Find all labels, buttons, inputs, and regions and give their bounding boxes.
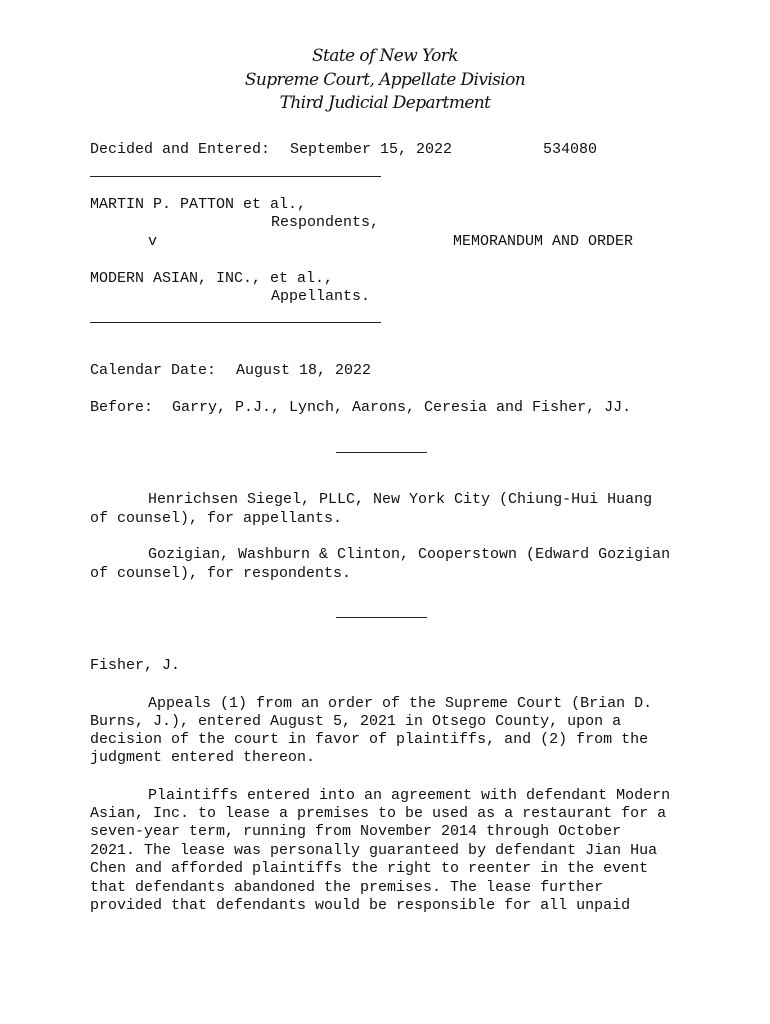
calendar-label: Calendar Date: — [90, 362, 217, 379]
before-label: Before: — [90, 399, 154, 416]
versus: v — [148, 233, 158, 250]
paragraph-line: provided that defendants would be responsible for all unpaid — [90, 897, 631, 914]
plaintiff-role: Respondents, — [271, 214, 380, 231]
appellants-counsel-line2: of counsel), for appellants. — [90, 510, 343, 527]
court-department: Third Judicial Department — [279, 93, 491, 113]
paragraph-line: Burns, J.), entered August 5, 2021 in Otsego County, upon a — [90, 713, 622, 730]
paragraph-line: seven-year term, running from November 2014 through October — [90, 823, 622, 840]
calendar-date: August 18, 2022 — [236, 362, 372, 379]
decided-date: September 15, 2022 — [290, 141, 453, 158]
respondents-counsel-line2: of counsel), for respondents. — [90, 565, 352, 582]
paragraph-line: 2021. The lease was personally guaranteed by defendant Jian Hua — [90, 842, 658, 859]
paragraph-line: judgment entered thereon. — [90, 749, 316, 766]
respondents-counsel-line1: Gozigian, Washburn & Clinton, Cooperstown (Edward Gozigian — [148, 546, 671, 563]
panel-justices: Garry, P.J., Lynch, Aarons, Ceresia and Fisher, JJ. — [172, 399, 632, 416]
decided-label: Decided and Entered: — [90, 141, 271, 158]
paragraph-line: decision of the court in favor of plaintiffs, and (2) from the — [90, 731, 649, 748]
docket-number: 534080 — [543, 141, 598, 158]
caption-bottom-rule — [90, 322, 381, 323]
section-divider — [336, 617, 427, 618]
court-division: Supreme Court, Appellate Division — [244, 70, 526, 90]
paragraph-line: Plaintiffs entered into an agreement with defendant Modern — [148, 787, 671, 804]
document-type: MEMORANDUM AND ORDER — [453, 233, 634, 250]
appellants-counsel-line1: Henrichsen Siegel, PLLC, New York City (Chiung-Hui Huang — [148, 491, 653, 508]
defendant-name: MODERN ASIAN, INC., et al., — [90, 270, 334, 287]
paragraph-line: Chen and afforded plaintiffs the right to reenter in the event — [90, 860, 649, 877]
defendant-role: Appellants. — [271, 288, 371, 305]
paragraph-line: that defendants abandoned the premises. The lease further — [90, 879, 604, 896]
opinion-author: Fisher, J. — [90, 657, 181, 674]
section-divider — [336, 452, 427, 453]
paragraph-line: Appeals (1) from an order of the Supreme Court (Brian D. — [148, 695, 653, 712]
court-name: State of New York — [312, 46, 458, 66]
plaintiff-name: MARTIN P. PATTON et al., — [90, 196, 307, 213]
caption-top-rule — [90, 176, 381, 177]
paragraph-line: Asian, Inc. to lease a premises to be used as a restaurant for a — [90, 805, 667, 822]
